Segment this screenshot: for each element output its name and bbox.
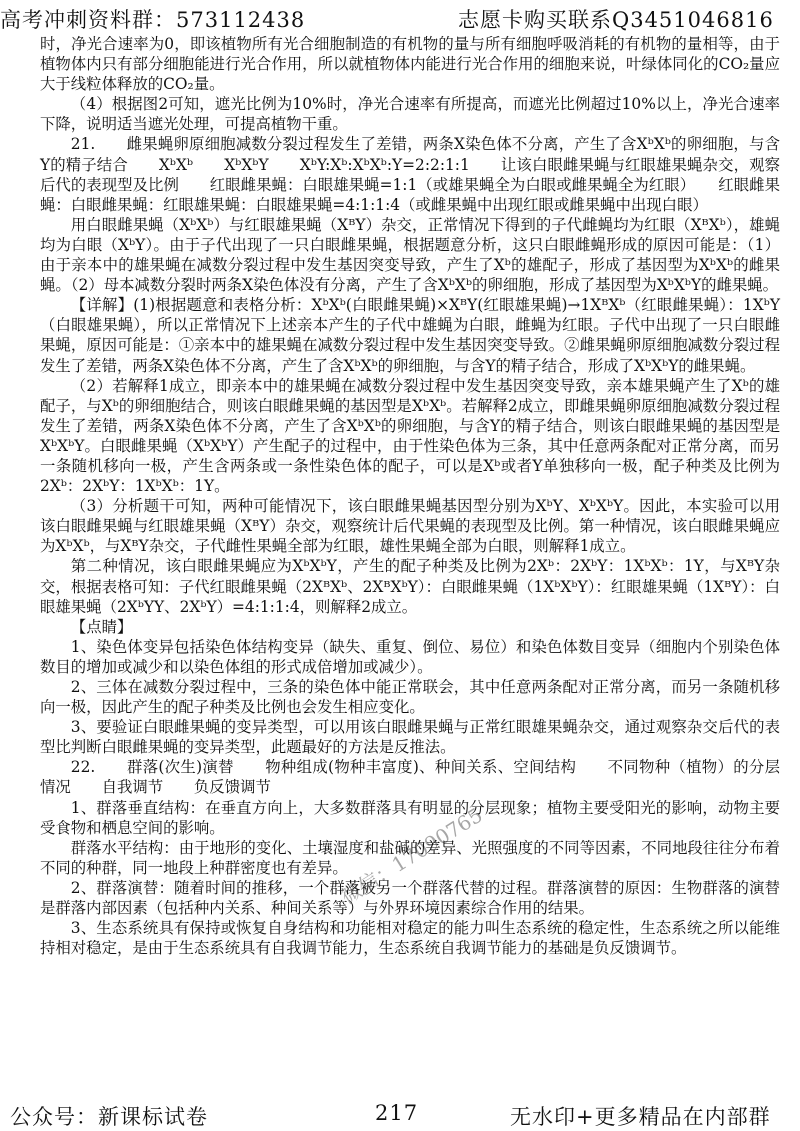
paragraph: （4）根据图2可知，遮光比例为10%时，净光合速率有所提高，而遮光比例超过10%以上，净光合速率下降，说明适当遮光处理，可提高植物干重。 <box>40 95 780 134</box>
footer-left-text: 公众号：新课标试卷 <box>10 1105 208 1129</box>
paragraph: 时，净光合速率为0，即该植物所有光合细胞制造的有机物的量与所有细胞呼吸消耗的有机物的量相等，由于植物体内只有部分细胞能进行光合作用，所以就植物体内能进行光合作用的细胞来说，叶绿体同化的CO₂量应大于线粒体释放的CO₂量。 <box>40 35 780 94</box>
header-left-text: 高考冲刺资料群：573112438 <box>0 8 306 32</box>
paragraph: 用白眼雌果蝇（XᵇXᵇ）与红眼雄果蝇（XᴮY）杂交，正常情况下得到的子代雌蝇均为红眼（XᴮXᵇ），雄蝇均为白眼（XᵇY）。由于子代出现了一只白眼雌果蝇，根据题意分析，这只白眼雌蝇形成的原因可能是：（1）由于亲本中的雄果蝇在减数分裂过程中发生基因突变导致，产生了Xᵇ的雄配子，形成了基因型为XᵇXᵇ的雌果蝇。（2）母本减数分裂时两条X染色体没有分离，产生了含XᵇXᵇ的卵细胞，形成了基因型为XᵇXᵇY的雌果蝇。 <box>40 215 780 295</box>
paragraph: 3、要验证白眼雌果蝇的变异类型，可以用该白眼雌果蝇与正常红眼雄果蝇杂交，通过观察杂交后代的表型比判断白眼雌果蝇的变异类型，此题最好的方法是反推法。 <box>40 718 780 757</box>
paragraph: 1、群落垂直结构：在垂直方向上，大多数群落具有明显的分层现象；植物主要受阳光的影响，动物主要受食物和栖息空间的影响。 <box>40 798 780 837</box>
paragraph: （2）若解释1成立，即亲本中的雄果蝇在减数分裂过程中发生基因突变导致，亲本雄果蝇产生了Xᵇ的雄配子，与Xᵇ的卵细胞结合，则该白眼雌果蝇的基因型是XᵇXᵇ。若解释2成立，即雌果蝇卵原细胞减数分裂过程发生了差错，两条X染色体不分离，产生了含XᵇXᵇ的卵细胞，与含Y的精子结合，则该白眼雌果蝇的基因型是XᵇXᵇY。白眼雌果蝇（XᵇXᵇY）产生配子的过程中，由于性染色体为三条，其中任意两条配对正常分离，而另一条随机移向一极，产生含两条或一条性染色体的配子，可以是Xᵇ或者Y单独移向一极，配子种类及比例为2Xᵇ：2XᵇY：1XᵇXᵇ：1Y。 <box>40 376 780 496</box>
paragraph: 22. 群落(次生)演替 物种组成(物种丰富度)、种间关系、空间结构 不同物种（植物）的分层情况 自我调节 负反馈调节 <box>40 758 780 797</box>
watermark: 微信：17090765 <box>336 802 487 909</box>
page-header <box>0 0 800 34</box>
paragraph: 3、生态系统具有保持或恢复自身结构和功能相对稳定的能力叫生态系统的稳定性，生态系统之所以能维持相对稳定，是由于生态系统具有自我调节能力，生态系统自我调节能力的基础是负反馈调节。 <box>40 919 780 958</box>
paragraph: 【详解】(1)根据题意和表格分析：XᵇXᵇ(白眼雌果蝇)×XᴮY(红眼雄果蝇)→1XᴮXᵇ（红眼雌果蝇）：1XᵇY（白眼雄果蝇），所以正常情况下上述亲本产生的子代中雄蝇为白眼，雌蝇为红眼。子代中出现了一只白眼雌果蝇，原因可能是：①亲本中的雄果蝇在减数分裂过程中发生基因突变导致。②雌果蝇卵原细胞减数分裂过程发生了差错，两条X染色体不分离，产生了含XᵇXᵇ的卵细胞，与含Y的精子结合，形成了XᵇXᵇY的雌果蝇。 <box>40 296 780 375</box>
paragraph: 2、群落演替：随着时间的推移，一个群落被另一个群落代替的过程。群落演替的原因：生物群落的演替是群落内部因素（包括种内关系、种间关系等）与外界环境因素综合作用的结果。 <box>40 878 780 918</box>
footer-right-text: 无水印+更多精品在内部群 <box>510 1105 771 1129</box>
paragraph: 1、染色体变异包括染色体结构变异（缺失、重复、倒位、易位）和染色体数目变异（细胞内个别染色体数目的增加或减少和以染色体组的形式成倍增加或减少）。 <box>40 637 780 676</box>
paragraph: （3）分析题干可知，两种可能情况下，该白眼雌果蝇基因型分别为XᵇY、XᵇXᵇY。因此，本实验可以用该白眼雌果蝇与红眼雄果蝇（XᴮY）杂交，观察统计后代果蝇的表现型及比例。第一种情况，该白眼雌果蝇应为XᵇXᵇ，与XᴮY杂交，子代雌性果蝇全部为红眼，雄性果蝇全部为白眼，则解释1成立。 <box>40 497 780 556</box>
paragraph: 2、三体在减数分裂过程中，三条的染色体中能正常联会，其中任意两条配对正常分离，而另一条随机移向一极，因此产生的配子种类及比例也会发生相应变化。 <box>40 678 780 717</box>
header-right-text: 志愿卡购买联系Q3451046816 <box>458 8 774 32</box>
paragraph: 第二种情况，该白眼雌果蝇应为XᵇXᵇY，产生的配子种类及比例为2Xᵇ：2XᵇY：1XᵇXᵇ：1Y，与XᴮY杂交，根据表格可知：子代红眼雌果蝇（2XᴮXᵇ、2XᴮXᵇY）：白眼雌果蝇（1XᵇXᵇY）：红眼雄果蝇（1XᴮY）：白眼雄果蝇（2XᵇYY、2XᵇY）=4:1:1:4，则解释2成立。 <box>40 557 780 616</box>
paragraph: 群落水平结构：由于地形的变化、土壤湿度和盐碱的差异、光照强度的不同等因素，不同地段往往分布着不同的种群，同一地段上种群密度也有差异。 <box>40 838 780 877</box>
page-footer <box>0 1097 800 1131</box>
document-body <box>40 34 780 1094</box>
paragraph: 21. 雌果蝇卵原细胞减数分裂过程发生了差错，两条X染色体不分离，产生了含XᵇXᵇ的卵细胞，与含Y的精子结合 XᵇXᵇ XᵇXᵇY XᵇY:Xᵇ:XᵇXᵇ:Y=2:2:1:1 让该白眼雌果蝇与红眼雄果蝇杂交，观察后代的表现型及比例 红眼雌果蝇：白眼雄果蝇=1:1（或雄果蝇全为白眼或雌果蝇全为红眼） 红眼雌果蝇：白眼雌果蝇：红眼雄果蝇：白眼雄果蝇=4:1:1:4（或雌果蝇中出现红眼或雌果蝇中出现白眼） <box>40 135 780 214</box>
page-number: 217 <box>375 1101 419 1125</box>
section-heading: 【点睛】 <box>70 617 133 636</box>
